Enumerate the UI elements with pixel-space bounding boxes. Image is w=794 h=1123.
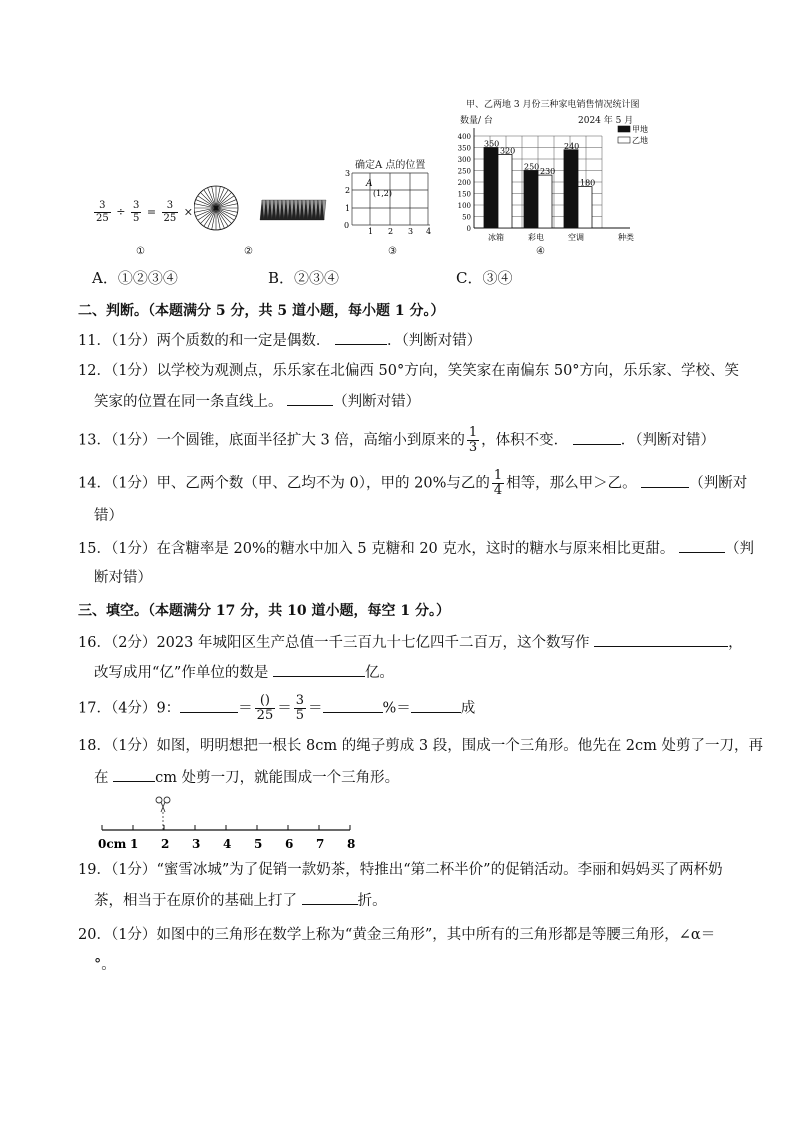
chart-x-label: 种类: [618, 233, 634, 242]
legend-jia-swatch: [618, 126, 630, 132]
question-14: 14．（1分）甲、乙两个数（甲、乙均不为 0），甲的 20%与乙的 $\frac{1}{4}$ 相等，那么甲＞乙。 （判断对: [78, 468, 748, 498]
q17-answer-blank-3[interactable]: [411, 698, 461, 713]
circle-sectors: [194, 186, 238, 230]
question-15-line2: 断对错）: [94, 570, 152, 586]
rearranged-strip: [260, 200, 326, 220]
question-14-line2: 错）: [94, 508, 123, 524]
bar-label-yi-2: 180: [580, 178, 596, 188]
chart-y-tick: 350: [457, 144, 471, 153]
question-12-line2: 笑家的位置在同一条直线上。 （判断对错）: [94, 391, 420, 412]
q14-answer-blank[interactable]: [641, 473, 689, 488]
question-16: 16．（2分）2023 年城阳区生产总值一千三百九十七亿四千二百万，这个数写作 ，: [78, 632, 743, 653]
ruler-tick-label: 2: [161, 837, 170, 851]
frac-3-5: $\frac{3}{5}$: [132, 200, 140, 224]
grid-point-label: A: [366, 179, 373, 189]
option-b[interactable]: [268, 268, 339, 288]
bar-yi-0: [498, 154, 512, 228]
question-19: 19．（1分）“蜜雪冰城”为了促销一款奶茶，特推出“第二杯半价”的促销活动。李丽和妈妈买了两杯奶: [78, 862, 723, 878]
figure-3-label: ③: [388, 246, 397, 257]
grid-tick-x-1: 1: [368, 227, 374, 236]
question-19-line2: 茶，相当于在原价的基础上打了 折。: [94, 890, 387, 911]
section-3-title: 三、填空。（本题满分 17 分，共 10 道小题，每空 1 分。）: [78, 603, 450, 619]
figure-3-title: 确定A 点的位置: [355, 160, 426, 171]
option-c-text: ③④: [482, 269, 513, 287]
chart-title: 甲、乙两地 3 月份三种家电销售情况统计图: [466, 100, 640, 110]
q17-fraction-2: $\frac{3}{5}$: [295, 693, 304, 723]
question-15: 15．（1分）在含糖率是 20%的糖水中加入 5 克糖和 20 克水，这时的糖水与原来相比更甜。 （判: [78, 538, 754, 559]
div-sign: ÷: [116, 205, 126, 219]
bar-jia-0: [484, 148, 498, 229]
q11-answer-blank[interactable]: [335, 330, 387, 345]
option-b-text: ②③④: [294, 269, 340, 287]
option-c-letter: C．: [456, 269, 483, 287]
figure-4-bar-chart: [452, 124, 648, 244]
chart-category-label: 空调: [568, 233, 584, 242]
grid-tick-y-3: 3: [345, 169, 351, 178]
ruler-figure: [90, 794, 370, 852]
question-16-line2: 改写成用“亿”作单位的数是 亿。: [94, 662, 394, 683]
chart-category-label: 冰箱: [488, 233, 504, 242]
q16-answer-blank-2[interactable]: [273, 662, 365, 677]
chart-date: 2024 年 5 月: [578, 116, 634, 126]
bar-label-jia-1: 250: [524, 162, 540, 172]
bar-yi-2: [578, 187, 592, 228]
bar-jia-2: [564, 150, 578, 228]
chart-y-tick: 300: [457, 156, 471, 164]
figure-4-label: ④: [536, 246, 545, 257]
chart-y-tick: 100: [457, 202, 471, 210]
ruler-tick-label: 4: [223, 837, 232, 851]
chart-y-tick: 400: [457, 133, 471, 141]
question-17: 17．（4分）9： ＝ $\frac{()}{25}$ ＝ $\frac{3}{5}$ ＝ %＝ 成: [78, 693, 476, 723]
scissors-icon: [156, 797, 170, 830]
option-b-letter: B．: [268, 269, 295, 287]
option-a[interactable]: [92, 268, 178, 288]
section-2-title: 二、判断。（本题满分 5 分，共 5 道小题，每小题 1 分。）: [78, 303, 445, 319]
figure-2-label: ②: [244, 246, 253, 257]
question-18: 18．（1分）如图，明明想把一根长 8cm 的绳子剪成 3 段，围成一个三角形。他先在 2cm 处剪了一刀，再: [78, 738, 764, 754]
bar-label-yi-1: 230: [540, 167, 556, 177]
ruler-tick-label: 0cm: [98, 837, 127, 851]
chart-y-tick: 150: [457, 190, 471, 199]
chart-y-tick: 0: [466, 225, 471, 233]
legend-yi-swatch: [618, 137, 630, 143]
bar-yi-1: [538, 175, 552, 228]
q15-answer-blank[interactable]: [679, 538, 725, 553]
ruler-tick-label: 5: [254, 837, 263, 851]
frac-3-25: $\frac{3}{25}$: [96, 200, 109, 224]
q19-answer-blank[interactable]: [302, 890, 358, 905]
bar-label-jia-2: 240: [564, 141, 580, 151]
frac-3-25-b: $\frac{3}{25}$: [163, 200, 177, 224]
grid-tick-x-2: 2: [388, 227, 394, 236]
question-20: 20．（1分）如图中的三角形在数学上称为“黄金三角形”，其中所有的三角形都是等腰三角形，∠α＝: [78, 927, 716, 943]
figure-3-grid: [340, 168, 440, 236]
option-c[interactable]: [456, 268, 513, 288]
chart-ylabel: 数量/ 台: [460, 116, 493, 126]
ruler-tick-label: 7: [316, 837, 325, 851]
q18-answer-blank[interactable]: [113, 767, 155, 782]
question-13: 13．（1分）一个圆锥，底面半径扩大 3 倍，高缩小到原来的 $\frac{1}{3}$ ，体积不变． ．（判断对错）: [78, 425, 716, 455]
chart-y-tick: 200: [457, 179, 471, 187]
ruler-tick-label: 8: [347, 837, 356, 851]
legend-jia-label: 甲地: [632, 125, 648, 134]
chart-category-label: 彩电: [528, 233, 544, 242]
question-11: 11．（1分）两个质数的和一定是偶数． ．（判断对错）: [78, 330, 481, 351]
chart-y-tick: 250: [457, 167, 471, 176]
q17-answer-blank-1[interactable]: [180, 698, 238, 713]
q16-answer-blank-1[interactable]: [594, 632, 728, 647]
grid-tick-y-2: 2: [345, 186, 351, 195]
chart-y-tick: 50: [462, 213, 471, 222]
q17-answer-blank-2[interactable]: [323, 698, 383, 713]
grid-tick-y-1: 1: [345, 204, 351, 213]
q13-answer-blank[interactable]: [573, 430, 621, 445]
question-20-line2: °。: [94, 957, 116, 973]
q12-answer-blank[interactable]: [287, 391, 333, 406]
grid-tick-x-3: 3: [408, 227, 414, 236]
ruler-tick-label: 3: [192, 837, 201, 851]
q14-fraction: $\frac{1}{4}$: [493, 468, 503, 498]
grid-tick-x-0: 0: [344, 221, 350, 230]
grid-point-coord: (1,2): [373, 189, 392, 198]
ruler-tick-label: 1: [130, 837, 139, 851]
option-a-letter: A．: [92, 269, 118, 287]
bar-jia-1: [524, 171, 538, 229]
figure-2-circle-illustration: [194, 180, 334, 236]
legend-yi-label: 乙地: [632, 136, 648, 145]
option-a-text: ①②③④: [117, 269, 178, 287]
eq-sign: =: [146, 205, 157, 219]
ruler-tick-label: 6: [285, 837, 294, 851]
q17-fraction-1: $\frac{()}{25}$: [256, 693, 274, 723]
question-12: 12．（1分）以学校为观测点，乐乐家在北偏西 50°方向，笑笑家在南偏东 50°方向，乐乐家、学校、笑: [78, 363, 740, 379]
q13-fraction: $\frac{1}{3}$: [468, 425, 478, 455]
question-18-line2: 在 cm 处剪一刀，就能围成一个三角形。: [94, 767, 399, 788]
grid-tick-x-4: 4: [426, 227, 432, 236]
times-sign: ×: [183, 205, 193, 219]
figure-1-label: ①: [136, 246, 145, 257]
bar-label-yi-0: 320: [500, 146, 516, 156]
bar-label-jia-0: 350: [484, 139, 500, 149]
